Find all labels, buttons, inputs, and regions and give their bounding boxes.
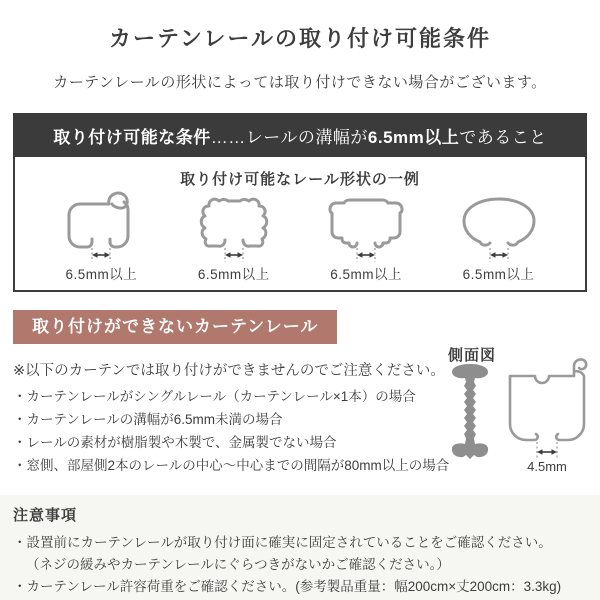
rail-examples-box [13,157,587,292]
not-installable-item: ・窓側、部屋側2本のレールの中心〜中心までの間隔が80mm以上の場合 [13,458,450,473]
caution-item: （ネジの緩みやカーテンレールにぐらつきがないかご確認ください。） [26,557,450,572]
rail-example-4 [435,191,563,283]
crown-top-rail-icon [184,191,284,265]
page-subtitle: カーテンレールの形状によっては取り付けできない場合がございます。 [53,74,547,91]
rail-example-2 [170,191,298,283]
rail-example-3 [302,191,430,283]
rail-example-1 [37,191,165,283]
oval-rail-icon [449,191,549,265]
cautions-section [0,495,600,600]
c-rail-with-hook-icon [51,191,151,265]
rail-shapes-row [15,191,585,283]
side-view-label: 側面図 [448,347,497,364]
page-title: カーテンレールの取り付け可能条件 [109,26,491,51]
not-installable-list [13,385,453,477]
caution-item: ・カーテンレール許容荷重をご確認ください。(参考製品重量：幅200cm×丈200cm：3.3kg) [13,579,562,594]
not-installable-badge: 取り付けができないカーテンレール [13,310,337,344]
rail-dim-label: 6.5mm以上 [462,267,535,282]
not-installable-note: ※以下のカーテンでは取り付けができませんのでご注意ください。 [13,363,445,379]
rail-dim-label: 6.5mm以上 [65,267,138,282]
not-installable-item: ・カーテンレールがシングルレール（カーテンレール×1本）の場合 [13,389,416,404]
condition-bar-tail: であること [459,127,547,147]
condition-bar-value: 6.5mm以上 [367,127,460,147]
condition-bar-lead: 取り付け可能な条件 [53,127,211,147]
cautions-list [13,532,587,598]
condition-bar-mid: ……レールの溝幅が [210,127,368,147]
not-installable-item: ・レールの素材が樹脂製や木製で、金属製でない場合 [13,435,337,450]
rail-side-profile-icon [502,356,592,462]
installable-condition-bar [13,113,587,157]
not-installable-item: ・カーテンレールの溝幅が6.5mm未満の場合 [13,412,283,427]
curtain-runner-side-icon [441,362,499,464]
side-view-dimension: 4.5mm [527,459,567,474]
caution-item: ・設置前にカーテンレールが取り付け面に確実に固定されていることをご確認ください。 [13,535,552,550]
rail-dim-label: 6.5mm以上 [330,267,403,282]
cautions-heading: 注意事項 [13,507,78,524]
rail-dim-label: 6.5mm以上 [197,267,270,282]
flange-top-rail-icon [316,191,416,265]
rail-examples-title: 取り付け可能なレール形状の一例 [180,171,420,188]
